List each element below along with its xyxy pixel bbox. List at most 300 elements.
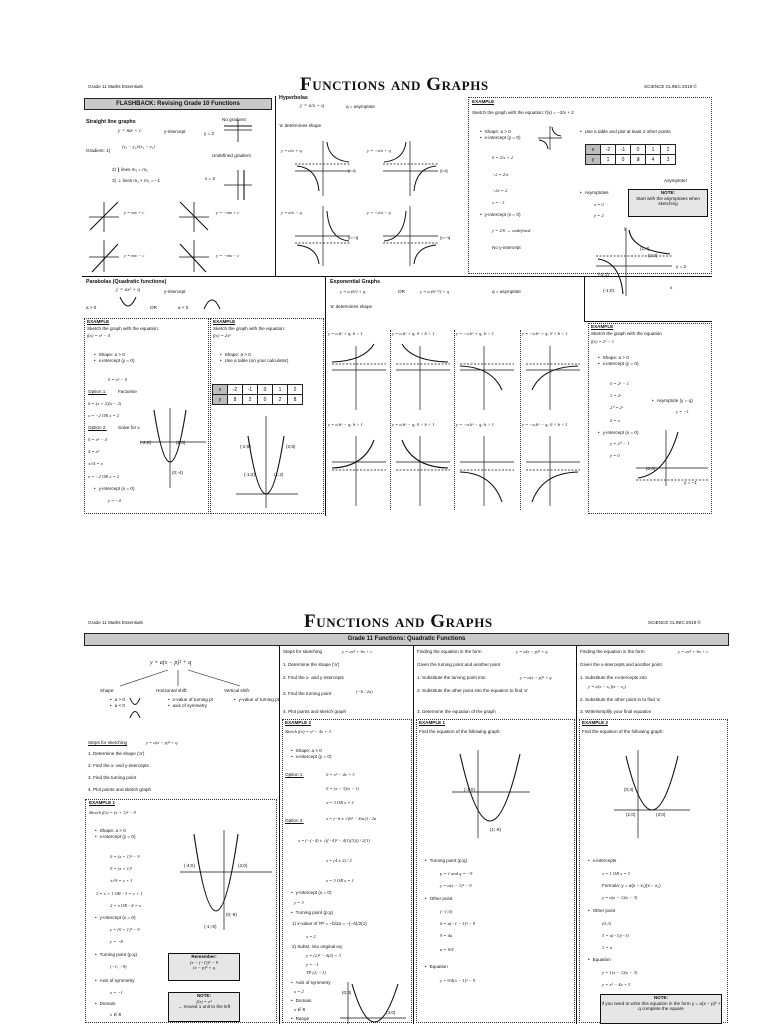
header-right: SCIENCE CLINIC 2019 © (644, 84, 697, 89)
question: Sketch the graph with the equation (591, 331, 662, 336)
working: Option 1: (88, 389, 107, 394)
step: • x-intercepts (588, 858, 616, 864)
table-row (213, 395, 303, 405)
step: • Shape: a > 0 (95, 828, 135, 834)
working: y = −1 (306, 962, 319, 967)
step: • Turning point (p;q) (291, 910, 333, 916)
formula: y = ax² + q (116, 287, 141, 293)
shape-icons (128, 697, 142, 719)
subheading: Steps for sketching (283, 649, 323, 654)
label: y-intercept (164, 129, 186, 134)
working: x = −1 (492, 200, 505, 205)
point-label: (0;3) (342, 990, 352, 995)
working: −2 = 2/x (492, 172, 509, 177)
working: y = (2)² − 4(2) + 3 (306, 953, 341, 958)
step: 4. Plot points and sketch graph (283, 709, 347, 714)
working: y = −8 (110, 939, 123, 944)
step: • Other point (425, 896, 452, 902)
working: Factorise (118, 389, 137, 394)
worked-steps (419, 896, 452, 902)
worked-steps (88, 352, 134, 363)
step: • x-intercept (y = 0) (291, 754, 331, 760)
worked-steps (285, 998, 311, 1004)
section-title: Parabolas (Quadratic functions) (86, 279, 167, 285)
working: y = 0 (610, 453, 620, 458)
worked-steps (574, 129, 715, 135)
step: • Axis of symmetry (95, 978, 135, 984)
point-label: (2;0) (176, 440, 186, 445)
label: 'a' determines shape (330, 304, 373, 309)
working: x = −1 (110, 990, 123, 995)
table-cell: ∄ (631, 155, 646, 165)
graph-label: y = −a.bˣ − q; 0 < b < 1 (522, 422, 568, 427)
value-table (212, 384, 303, 405)
formula: (−b / 2a) (356, 689, 373, 694)
hyperbola-sketches (295, 136, 465, 271)
label: x = 2 (205, 176, 216, 181)
working: 0 = x (610, 418, 620, 423)
exponential-sketches (328, 340, 584, 510)
working: Formula: y = a(x − x₁)(x − x₂) (602, 883, 661, 888)
working: x = 2 (306, 934, 316, 939)
working: (0;3) (602, 921, 612, 926)
table-cell: 3 (661, 155, 676, 165)
formula: y = a(x − p)² + q (150, 660, 192, 666)
working: (−1; −9) (110, 964, 127, 969)
point-label: (0;-4) (172, 470, 183, 475)
question: Find the equation of the following graph: (419, 729, 501, 734)
graph-label: y = −mx + c (216, 210, 240, 215)
table-cell: y (586, 155, 601, 165)
step: 3. Find the turning point (283, 691, 332, 696)
working: 3 = x + 1 OR −3 = x + 1 (96, 891, 143, 896)
example-2-graph (612, 748, 692, 840)
parabola-example-1-graph (140, 406, 206, 490)
step: • Shape: a > 0 (598, 355, 638, 361)
table-cell: 8 (228, 395, 243, 405)
asymptote-label: y = −1 (684, 480, 697, 485)
point-label: (-1;0) (464, 787, 475, 792)
point-label: (0;-8) (226, 912, 237, 917)
value-table (585, 144, 676, 165)
note-line: f(x) = x² (196, 998, 212, 1004)
section-title: Straight line graphs (86, 119, 136, 125)
working: No y-intercept (492, 245, 521, 250)
step: 4. Plot points and sketch graph (88, 787, 152, 792)
page-title: Functions and Graphs (304, 611, 493, 632)
example-box (282, 719, 412, 1023)
working: x = −2 OR x = 2 (88, 474, 119, 479)
asymptote-label: y=q (348, 168, 356, 173)
working: 0 = (x + 1)² − 9 (110, 854, 140, 859)
point-label: (-1;0) (603, 288, 614, 293)
graph-label: y = a.bˣ − q; b > 1 (328, 422, 363, 427)
header-right: SCIENCE CLINIC 2019 © (648, 620, 701, 625)
working: −2x = 2 (492, 188, 508, 193)
working: ±√4 = x (88, 461, 103, 466)
step: • Asymptote (y = q) (652, 398, 693, 404)
worked-steps (285, 980, 331, 986)
step: • Range (291, 1016, 309, 1022)
table-cell: -2 (228, 385, 243, 395)
question: Sketch f(x) = (x + 1)² − 9 (89, 810, 136, 815)
header-left: Grade 11 Maths Essentials (88, 620, 143, 625)
worked-steps (474, 212, 520, 218)
working: 9 = (x + 1)² (110, 866, 132, 871)
step: 2. Substitute the other point into the equation to find 'a' (417, 688, 528, 693)
step: 3. Find the turning point (88, 775, 137, 780)
example-label: EXAMPLE 2 (285, 720, 312, 725)
list-item: • x-value of turning pt (168, 697, 220, 703)
table-cell: 2 (243, 395, 258, 405)
working: a = 9/4 (440, 947, 454, 952)
working: y = 1(x − 1)(x − 3) (602, 970, 638, 975)
point-label: (-4;0) (184, 863, 195, 868)
formula: y = a.(bˣ) + q (340, 289, 366, 294)
formula: y = a(x − p)² + q (146, 740, 178, 745)
point-label: (3;0) (656, 812, 666, 817)
working: y = x² − 4x + 3 (602, 982, 631, 987)
working: y = a(x − 1)(x − 3) (602, 895, 638, 900)
step: • y-intercept (x = 0) (291, 890, 331, 896)
formula: 3) ⊥ lines m₁ × m₂ = −1 (112, 178, 161, 183)
point-label: (0;0) (646, 466, 656, 471)
step: 2. Find the x- and y-intercepts (283, 675, 344, 680)
example-2-graph (340, 980, 406, 1024)
working: x = −2 OR x = 2 (88, 413, 119, 418)
section-title: Hyperbolas (279, 95, 308, 101)
working: 0 = x² − 4 (88, 437, 107, 442)
table-row (586, 155, 676, 165)
table-row (213, 385, 303, 395)
table-cell: 2 (273, 395, 288, 405)
divider (576, 646, 577, 1024)
point-label: (1;4) (640, 246, 650, 251)
formula: y = a.(bˣ⁺ᵖ) + q (420, 289, 449, 294)
step: 2. Find the x- and y-intercepts (88, 763, 149, 768)
subheading: Finding the equation in the form (580, 649, 645, 654)
point-label: (1;2) (274, 472, 284, 477)
example-label: EXAMPLE (591, 324, 614, 329)
formula: y = a(x − p)² + q (516, 649, 548, 654)
worked-steps (419, 964, 448, 970)
step: • Shape: a > 0 (220, 352, 288, 358)
axis-label: y (624, 226, 627, 231)
table-cell: 2 (661, 145, 676, 155)
worked-steps (285, 1016, 309, 1022)
divider (584, 276, 585, 321)
step: • Shape: a > 0 (94, 352, 134, 358)
worked-steps (582, 908, 615, 914)
graph-label: y = −a.bˣ + q; b > 1 (456, 331, 494, 336)
step: • y-intercept (x = 0) (480, 212, 520, 218)
formula: y = a(x − p)² + q (520, 675, 552, 680)
step: • Axis of symmetry (291, 980, 331, 986)
flashback-banner: FLASHBACK: Revising Grade 10 Functions (84, 98, 272, 110)
note-line: → moved 1 unit to the left (177, 1004, 231, 1010)
table-cell: x (213, 385, 228, 395)
table-cell: 1 (601, 155, 616, 165)
formula: y = a/x + q (300, 103, 324, 109)
working: 0 = a(−1 − 1)² − 9 (440, 921, 476, 926)
point-label: (1;0) (626, 812, 636, 817)
label: a > 0 (86, 305, 97, 310)
divider (413, 646, 414, 1024)
step: 1. Determine the shape ('a') (283, 662, 340, 667)
working: y = 9/4(x − 1)² − 9 (440, 978, 476, 983)
branch-lines (100, 668, 270, 688)
step: • Asymptotes (580, 190, 609, 196)
graph-label: y = a/x + q (281, 148, 302, 153)
question: Sketch the graph with the equation: (87, 326, 160, 331)
label: Undefined gradient (212, 153, 251, 158)
formula: y = ax² + bx + c (342, 649, 373, 654)
asymptote-label: y=−q (440, 235, 451, 240)
working: 0 = (x + 2)(x − 2) (88, 401, 122, 406)
table-cell: 0 (631, 145, 646, 155)
working: x = (4 ± 2) / 2 (326, 858, 352, 863)
graph-label: y = −a.bˣ − q; b > 1 (456, 422, 494, 427)
subheading: Finding the equation in the form (417, 649, 482, 654)
step: 1. Substitute the turning point into (417, 675, 486, 680)
table-cell: 1 (273, 385, 288, 395)
hyperbola-shape-icon (536, 124, 564, 152)
working: Option 2: (285, 818, 304, 823)
formula: y = ax² + bx + c (678, 649, 709, 654)
working: 2) Subst. into original eq: (292, 944, 343, 949)
list-item: • y-value of turning pt (234, 697, 280, 703)
worked-steps (214, 352, 288, 363)
worked-steps (89, 828, 135, 839)
page-title: Functions and Graphs (300, 74, 489, 95)
divider (325, 276, 326, 516)
formula: f(x) = x² − 4 (87, 333, 110, 338)
table-cell: 0 (258, 385, 273, 395)
step: 3. Determine the equation of the graph (417, 709, 496, 714)
remember-box (168, 953, 240, 981)
note-box (628, 189, 708, 217)
worked-steps (419, 858, 467, 864)
section-banner: Grade 11 Functions: Quadratic Functions (84, 633, 729, 646)
table-cell: 4 (646, 155, 661, 165)
step: • Use a table (on your calculator) (220, 358, 288, 364)
step: • x-intercept (y = 0) (95, 834, 135, 840)
table-cell: x (586, 145, 601, 155)
divider (584, 321, 712, 322)
formula: (y₂ − y₁)/(x₂ − x₁) (122, 144, 155, 149)
subheading: Given the x-intercepts and another point (580, 662, 662, 667)
example-label: EXAMPLE (87, 319, 110, 324)
label: 'a' determines shape (279, 123, 322, 128)
note-box (168, 992, 240, 1022)
divider (275, 96, 276, 276)
point-label: (-1;2) (244, 472, 255, 477)
bullet-list (104, 697, 125, 708)
point-label: (2;3) (648, 253, 658, 258)
working: x = (−(−4) ± √((−4)² − 4(1)(3))) / 2(1) (298, 838, 370, 843)
example-label: EXAMPLE (213, 319, 236, 324)
question: Find the equation of the following graph: (582, 729, 664, 734)
label: Gradient: 1) (86, 148, 111, 153)
graph-label: y = mx + c (124, 210, 145, 215)
working: x = 3 OR x = 1 (326, 878, 354, 883)
working: 4 = x² (88, 449, 100, 454)
working: y = (0 + 1)² − 9 (110, 927, 140, 932)
table-cell: 0 (616, 155, 631, 165)
step: • y-intercept (x = 0) (94, 486, 134, 492)
step: • Equation (588, 957, 611, 963)
worked-steps (89, 915, 135, 921)
exponential-example-graph (636, 428, 708, 488)
point-label: (3;0) (386, 1010, 396, 1015)
working: y = a(x − 1)² − 9 (440, 883, 472, 888)
subheading: Given the turning point and another point (417, 662, 501, 667)
step: • Other point (588, 908, 615, 914)
working: x = 0 (594, 202, 604, 207)
graph-label: y = −a/x + q (367, 148, 391, 153)
note-text: If you need to write this equation in the form y = a(x − p)² + q complete the square (601, 1000, 721, 1012)
working: x = 1 OR x = 3 (602, 871, 630, 876)
table-cell: y (213, 395, 228, 405)
graph-label: y = mx − c (124, 253, 145, 258)
working: ±√9 = x + 1 (110, 878, 133, 883)
table-cell: 2 (288, 385, 303, 395)
working: 9 = 4a (440, 933, 453, 938)
working: 1 = a (602, 945, 612, 950)
header-left: Grade 11 Maths Essentials (88, 84, 143, 89)
worked-steps (88, 486, 134, 492)
worked-steps (89, 1001, 115, 1007)
worked-steps (646, 398, 693, 404)
formula: f(x) = 2ˣ − 1 (591, 339, 615, 344)
example-label: EXAMPLE 2 (582, 720, 609, 725)
question: Sketch f(x) = x² − 4x + 3 (285, 729, 331, 734)
graph-label: y = a.bˣ + q; b > 1 (328, 331, 363, 336)
bullet-list (162, 697, 220, 708)
working: x = 2 (294, 989, 304, 994)
table-cell: -2 (601, 145, 616, 155)
step: • x-intercept (y = 0) (598, 361, 638, 367)
working: y = −4 (108, 498, 121, 503)
label: OR (398, 289, 405, 294)
question: Sketch the graph with the equation: (213, 326, 286, 331)
table-cell: 0 (258, 395, 273, 405)
working: 3 = a(−1)(−3) (602, 933, 629, 938)
label: OR (150, 305, 157, 310)
step: • Shape: a > 0 (291, 748, 331, 754)
working: TP (2; −1) (306, 970, 326, 975)
worked-steps (574, 190, 609, 196)
graph-label: y = −mx − c (216, 253, 240, 258)
step: 3. Write/simplify your final equation (580, 709, 652, 714)
bullet-list (228, 697, 280, 703)
working: y = −1 (676, 409, 689, 414)
axis-label: x (670, 285, 673, 290)
worked-steps (582, 858, 616, 864)
working: y = 3 (294, 900, 304, 905)
note-title: NOTE: (660, 190, 676, 195)
working: 0 = 2ˣ − 1 (610, 381, 629, 386)
working: x ∈ R (294, 1007, 306, 1012)
note-title: NOTE: (653, 995, 669, 1000)
working: y = 2/0 → undefined (492, 228, 531, 233)
label: Horizontal shift: (156, 688, 188, 693)
graph-label: y = a.bˣ + q; 0 < b < 1 (392, 331, 435, 336)
graph-label: y = a.bˣ − q; 0 < b < 1 (392, 422, 435, 427)
working: Solve for x (118, 425, 140, 430)
note-title: NOTE: (196, 993, 212, 998)
remember-line: (x − (−1))² − 9 (189, 959, 219, 965)
worked-steps (592, 430, 638, 436)
working: x = 3 OR x = 1 (326, 800, 354, 805)
point-label: (-2;1) (598, 272, 609, 277)
step: 2. Substitute the other point in to find 'a' (580, 697, 661, 702)
step: • Turning point (p;q) (95, 952, 137, 958)
working: 1) x-value of TP = −b/2a = −(−4)/2(1) (292, 921, 367, 926)
step: • Shape: a > 0 (480, 129, 560, 135)
formula: y = a(x − x₁)(x − x₂) (588, 684, 626, 689)
point-label: (0;3) (624, 787, 634, 792)
working: y = 2⁰ − 1 (610, 441, 630, 446)
worked-steps (285, 910, 333, 916)
worked-steps (592, 355, 638, 366)
question: Sketch the graph with the equation: f(x) = −2/x + 2 (472, 110, 574, 115)
worked-steps (285, 748, 331, 759)
parabola-example-2-graph (232, 414, 302, 510)
asymptote-label: y=q (440, 168, 448, 173)
table-cell: -1 (243, 385, 258, 395)
working: Option 2: (88, 425, 107, 430)
label: q = asymptote (346, 104, 375, 109)
step: • x-intercept (y = 0) (480, 135, 560, 141)
point-label: (-2;0) (140, 440, 151, 445)
list-item: • axis of symmetry (168, 703, 220, 709)
working: (−1;0) (440, 909, 453, 914)
point-label: (2;0) (238, 863, 248, 868)
label: Vertical shift: (224, 688, 251, 693)
list-item: • a > 0 (110, 697, 125, 703)
label: No gradient (222, 117, 246, 122)
label: q = asymptote (492, 289, 521, 294)
step: • Domain (291, 998, 311, 1004)
label: y = 2 (204, 131, 215, 136)
working: 0 = x² − 4x + 3 (326, 772, 355, 777)
example-label: EXAMPLE 1 (419, 720, 446, 725)
step: • y-intercept (x = 0) (598, 430, 638, 436)
graph-label: y = −a/x − q (367, 210, 391, 215)
note-text: Start with the asymptotes when sketching (636, 195, 700, 207)
formula: 2) ∥ lines m₁ = m₂ (112, 167, 148, 172)
list-item: • a < 0 (110, 703, 125, 709)
point-label: (2;8) (286, 444, 296, 449)
straight-line-sketches (84, 112, 274, 277)
asymptote-label: y=−q (348, 235, 359, 240)
note-box (600, 994, 722, 1024)
formula: f(x) = 2x² (213, 333, 231, 338)
remember-line: (x − p)² + q (193, 965, 215, 971)
working: Option 1: (285, 772, 304, 777)
point-label: (1;-9) (490, 827, 501, 832)
point-label: (-2;8) (240, 444, 251, 449)
subheading: Steps for sketching (88, 740, 128, 745)
table-cell: 1 (646, 145, 661, 155)
label: Shape: (100, 688, 115, 693)
example-label: EXAMPLE 1 (89, 800, 116, 805)
step: 1. Substitute the x-intercepts into (580, 675, 647, 680)
working: p = 1 and q = −9 (440, 871, 473, 876)
step: • Equation (425, 964, 448, 970)
remember-title: Remember: (191, 954, 217, 959)
